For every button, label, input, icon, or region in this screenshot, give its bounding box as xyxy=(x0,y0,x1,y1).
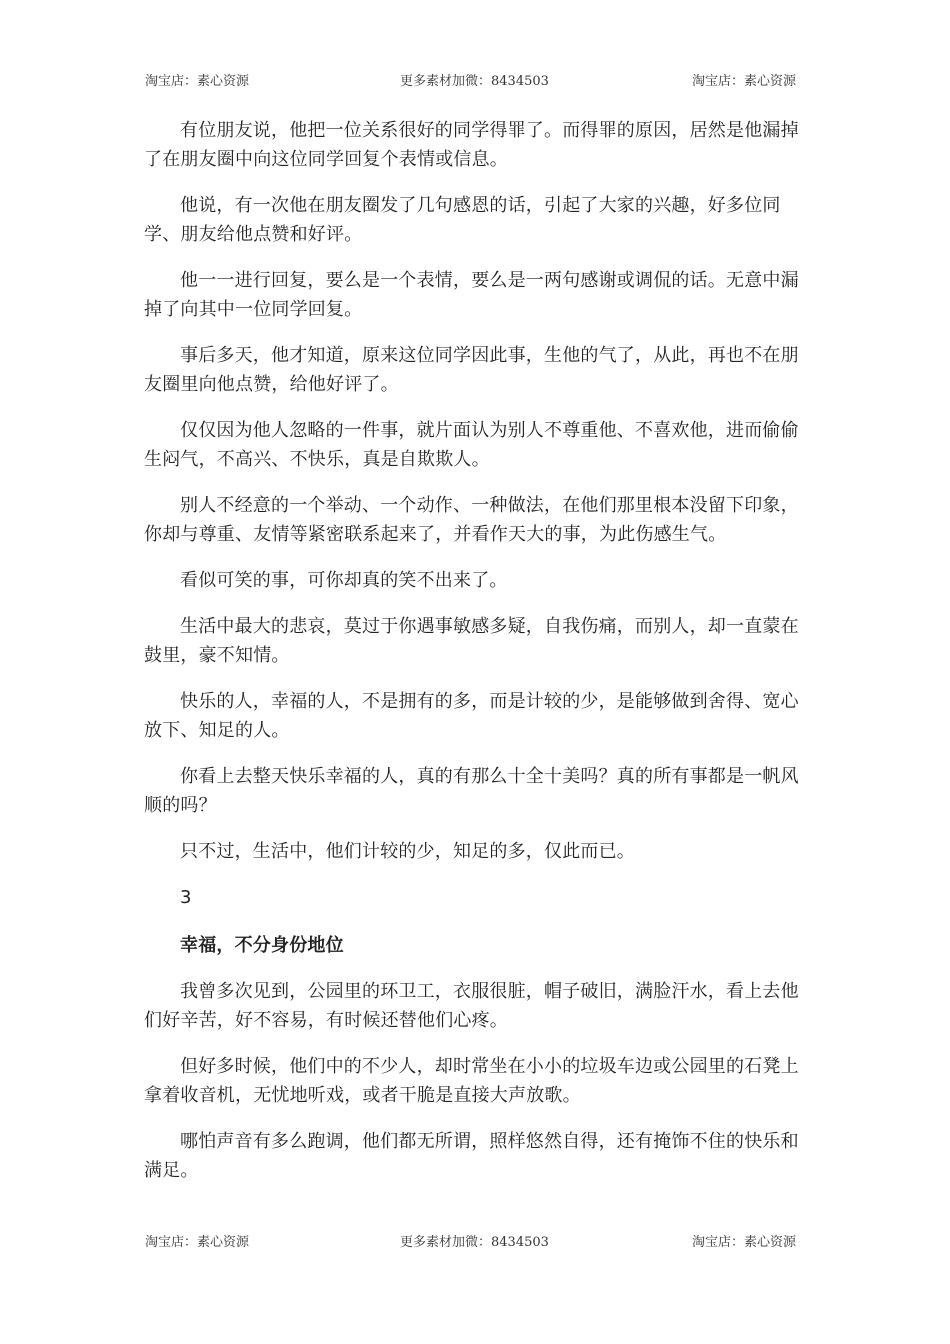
section-number: 3 xyxy=(180,887,192,908)
paragraph: 看似可笑的事，可你却真的笑不出来了。 xyxy=(180,570,508,591)
paragraph: 事后多天，他才知道，原来这位同学因此事，生他的气了，从此，再也不在朋友圈里向他点赞，给他好评了。 xyxy=(144,345,799,395)
article-body xyxy=(144,116,808,1202)
header-center-text: 更多素材加微：8434503 xyxy=(400,74,549,89)
paragraph: 他说，有一次他在朋友圈发了几句感恩的话，引起了大家的兴趣，好多位同学、朋友给他点赞和好评。 xyxy=(144,195,781,245)
footer-center-text: 更多素材加微：8434503 xyxy=(400,1235,549,1250)
paragraph: 有位朋友说，他把一位关系很好的同学得罪了。而得罪的原因，居然是他漏掉了在朋友圈中向这位同学回复个表情或信息。 xyxy=(144,120,799,170)
paragraph: 你看上去整天快乐幸福的人，真的有那么十全十美吗？真的所有事都是一帆风顺的吗？ xyxy=(144,766,799,816)
paragraph: 别人不经意的一个举动、一个动作、一种做法，在他们那里根本没留下印象，你却与尊重、友情等紧密联系起来了，并看作天大的事，为此伤感生气。 xyxy=(144,495,799,545)
footer-left-text: 淘宝店：素心资源 xyxy=(145,1235,250,1250)
header-right-text: 淘宝店：素心资源 xyxy=(692,74,797,89)
paragraph: 只不过，生活中，他们计较的少，知足的多，仅此而已。 xyxy=(180,841,635,862)
paragraph: 生活中最大的悲哀，莫过于你遇事敏感多疑，自我伤痛，而别人，却一直蒙在鼓里，豪不知情。 xyxy=(144,616,799,666)
page-header xyxy=(0,66,950,90)
paragraph: 但好多时候，他们中的不少人，却时常坐在小小的垃圾车边或公园里的石凳上拿着收音机，无忧地听戏，或者干脆是直接大声放歌。 xyxy=(144,1056,799,1106)
footer-right-text: 淘宝店：素心资源 xyxy=(692,1235,797,1250)
paragraph: 他一一进行回复，要么是一个表情，要么是一两句感谢或调侃的话。无意中漏掉了向其中一位同学回复。 xyxy=(144,270,799,320)
paragraph: 快乐的人，幸福的人，不是拥有的多，而是计较的少，是能够做到舍得、宽心放下、知足的人。 xyxy=(144,691,799,741)
page-footer xyxy=(0,1227,950,1251)
section-heading: 幸福，不分身份地位 xyxy=(180,935,344,956)
header-left-text: 淘宝店：素心资源 xyxy=(145,74,250,89)
paragraph: 我曾多次见到，公园里的环卫工，衣服很脏，帽子破旧，满脸汗水，看上去他们好辛苦，好不容易，有时候还替他们心疼。 xyxy=(144,981,799,1031)
paragraph: 哪怕声音有多么跑调，他们都无所谓，照样悠然自得，还有掩饰不住的快乐和满足。 xyxy=(144,1131,799,1181)
paragraph: 仅仅因为他人忽略的一件事，就片面认为别人不尊重他、不喜欢他，进而偷偷生闷气，不高兴、不快乐，真是自欺欺人。 xyxy=(144,420,799,470)
